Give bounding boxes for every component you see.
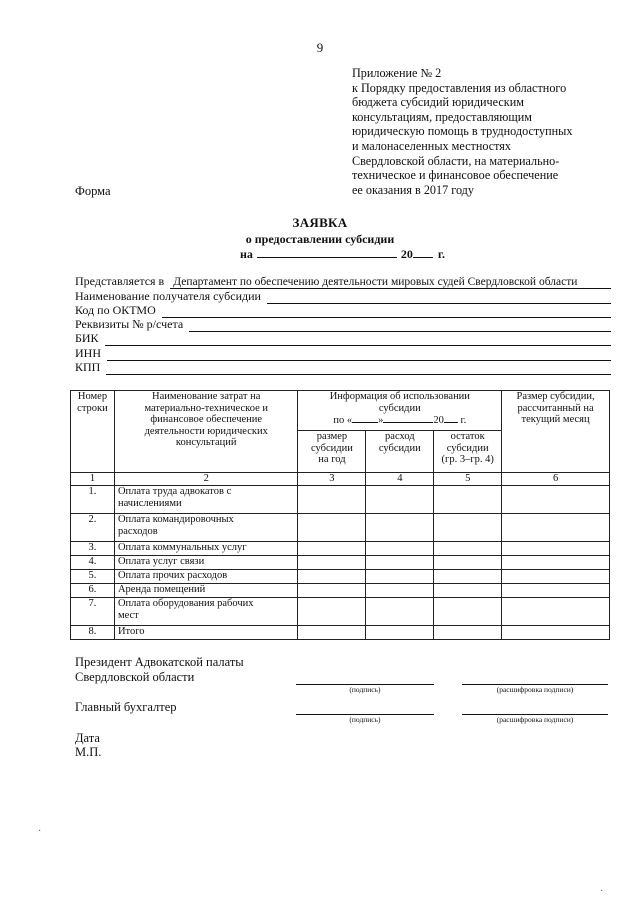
header-expense: расход субсидии <box>366 431 434 473</box>
row-number: 1. <box>71 486 115 514</box>
cell-annual[interactable] <box>298 542 366 556</box>
inn-label: ИНН <box>75 345 101 360</box>
table-row <box>71 542 610 556</box>
appendix-line: к Порядку предоставления из областного <box>352 80 567 95</box>
oktmo-label: Код по ОКТМО <box>75 302 156 317</box>
table-row <box>71 584 610 598</box>
header-row-number: Номер строки <box>71 391 115 473</box>
recipient-field[interactable] <box>267 293 611 304</box>
cell-annual[interactable] <box>298 626 366 640</box>
cell-balance[interactable] <box>434 626 502 640</box>
header-usage-info: Информация об использовании субсидии по « » 20 г. <box>298 391 502 431</box>
appendix-line: Приложение № 2 <box>352 66 442 80</box>
appendix-line: техническое и финансовое обеспечение <box>352 168 559 183</box>
usage-period: по « » 20 г. <box>333 415 467 427</box>
row-label: Оплата труда адвокатов с начислениями <box>114 486 298 514</box>
header-balance: остаток субсидии (гр. 3–гр. 4) <box>434 431 502 473</box>
cell-expense[interactable] <box>366 556 434 570</box>
cell-monthly[interactable] <box>502 486 610 514</box>
signature-caption: (подпись) <box>349 715 381 724</box>
presented-to-row <box>75 275 611 289</box>
recipient-label: Наименование получателя субсидии <box>75 288 261 303</box>
header-monthly-amount: Размер субсидии, рассчитанный на текущий месяц <box>502 391 610 473</box>
date-label: Дата <box>75 731 100 745</box>
cell-balance[interactable] <box>434 486 502 514</box>
kpp-row <box>75 361 611 375</box>
document-subtitle: о предоставлении субсидии <box>245 232 395 246</box>
date-suffix: г. <box>437 247 446 261</box>
date-prefix: на <box>240 247 253 261</box>
row-number: 2. <box>71 514 115 542</box>
cell-balance[interactable] <box>434 514 502 542</box>
appendix-line: Свердловской области, на материально- <box>352 153 560 168</box>
cell-expense[interactable] <box>366 570 434 584</box>
appendix-line: и малонаселенных местностях <box>352 138 512 153</box>
table-row <box>71 598 610 626</box>
president-label: Президент Адвокатской палаты Свердловской области <box>75 655 244 684</box>
cell-annual[interactable] <box>298 570 366 584</box>
cell-balance[interactable] <box>434 584 502 598</box>
cell-expense[interactable] <box>366 486 434 514</box>
cell-monthly[interactable] <box>502 570 610 584</box>
cell-annual[interactable] <box>298 584 366 598</box>
cell-monthly[interactable] <box>502 584 610 598</box>
column-number: 2 <box>114 473 298 486</box>
column-number: 1 <box>71 473 115 486</box>
row-label: Итого <box>114 626 298 640</box>
kpp-field[interactable] <box>106 364 611 375</box>
cell-expense[interactable] <box>366 584 434 598</box>
cell-annual[interactable] <box>298 556 366 570</box>
row-label: Оплата услуг связи <box>114 556 298 570</box>
account-label: Реквизиты № р/счета <box>75 317 184 332</box>
cell-monthly[interactable] <box>502 598 610 626</box>
decode-caption: (расшифровка подписи) <box>496 715 574 724</box>
scan-speck: · <box>38 826 42 837</box>
row-number: 7. <box>71 598 115 626</box>
subsidy-table <box>70 390 610 640</box>
oktmo-field[interactable] <box>162 307 611 318</box>
cell-annual[interactable] <box>298 598 366 626</box>
cell-expense[interactable] <box>366 514 434 542</box>
cell-monthly[interactable] <box>502 626 610 640</box>
row-number: 3. <box>71 542 115 556</box>
cell-monthly[interactable] <box>502 514 610 542</box>
row-number: 6. <box>71 584 115 598</box>
table-row <box>71 626 610 640</box>
column-number: 4 <box>366 473 434 486</box>
row-label: Оплата оборудования рабочих мест <box>114 598 298 626</box>
inn-field[interactable] <box>107 350 611 361</box>
row-number: 8. <box>71 626 115 640</box>
table-row <box>71 556 610 570</box>
cell-expense[interactable] <box>366 626 434 640</box>
cell-annual[interactable] <box>298 486 366 514</box>
row-label: Оплата коммунальных услуг <box>114 542 298 556</box>
cell-balance[interactable] <box>434 598 502 626</box>
accountant-label: Главный бухгалтер <box>75 700 177 714</box>
table-row <box>71 570 610 584</box>
account-row <box>75 318 611 332</box>
signature-caption: (подпись) <box>349 685 381 694</box>
cell-monthly[interactable] <box>502 556 610 570</box>
appendix-line: юридическую помощь в труднодоступных <box>352 124 573 139</box>
bik-row <box>75 332 611 346</box>
cell-balance[interactable] <box>434 556 502 570</box>
decode-caption: (расшифровка подписи) <box>496 685 574 694</box>
header-annual-amount: размер субсидии на год <box>298 431 366 473</box>
header-cost-name: Наименование затрат на материально-техническое и финансовое обеспечение деятельности юридических консультаций <box>114 391 298 473</box>
date-blank[interactable] <box>257 247 397 258</box>
bik-label: БИК <box>75 331 99 346</box>
column-number: 3 <box>298 473 366 486</box>
document-title: ЗАЯВКА <box>292 215 348 230</box>
table-row <box>71 514 610 542</box>
appendix-line: консультациям, предоставляющим <box>352 109 533 124</box>
presented-to-value[interactable]: Департамент по обеспечению деятельности мировых судей Свердловской области <box>170 276 611 289</box>
kpp-label: КПП <box>75 360 101 375</box>
appendix-note <box>352 66 602 197</box>
cell-balance[interactable] <box>434 542 502 556</box>
column-numbers-row <box>71 473 610 486</box>
page-number: 9 <box>316 40 324 55</box>
bik-field[interactable] <box>105 335 611 346</box>
cell-expense[interactable] <box>366 542 434 556</box>
year-blank[interactable] <box>413 247 433 258</box>
table-row <box>71 486 610 514</box>
cell-monthly[interactable] <box>502 542 610 556</box>
row-number: 5. <box>71 570 115 584</box>
column-number: 6 <box>502 473 610 486</box>
oktmo-row <box>75 304 611 318</box>
row-label: Аренда помещений <box>114 584 298 598</box>
cell-expense[interactable] <box>366 598 434 626</box>
date-line <box>240 247 445 262</box>
date-year-prefix: 20 <box>400 247 413 261</box>
presented-to-label: Представляется в <box>75 274 165 289</box>
form-label: Форма <box>75 184 111 198</box>
column-number: 5 <box>434 473 502 486</box>
cell-balance[interactable] <box>434 570 502 584</box>
recipient-row <box>75 289 611 303</box>
row-number: 4. <box>71 556 115 570</box>
header-fields <box>75 275 611 375</box>
scan-speck: · <box>600 886 604 897</box>
seal-label: М.П. <box>75 745 102 759</box>
cell-annual[interactable] <box>298 514 366 542</box>
appendix-line: ее оказания в 2017 году <box>352 182 474 197</box>
account-field[interactable] <box>189 321 611 332</box>
appendix-line: бюджета субсидий юридическим <box>352 95 524 110</box>
inn-row <box>75 346 611 360</box>
row-label: Оплата прочих расходов <box>114 570 298 584</box>
row-label: Оплата командировочных расходов <box>114 514 298 542</box>
